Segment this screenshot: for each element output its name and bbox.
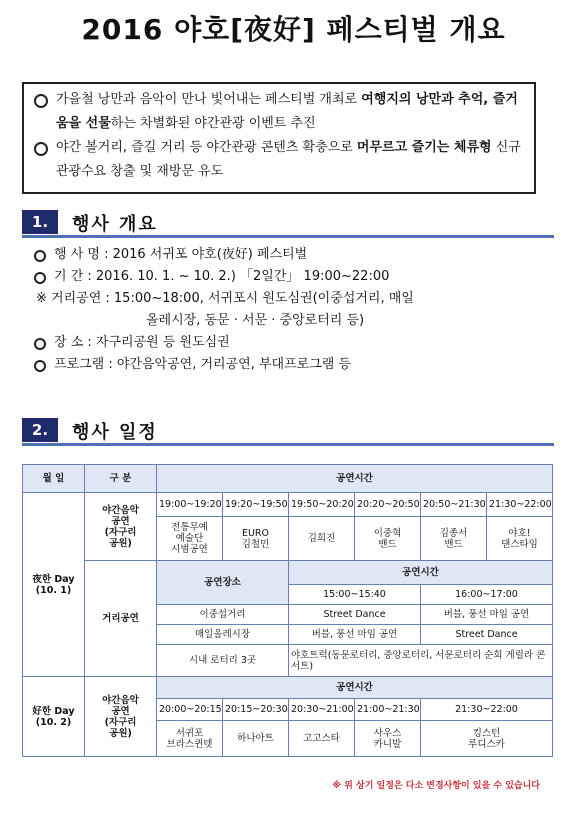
- schedule-note: ※ 위 상기 일정은 다소 변경사항이 있을 수 있습니다: [332, 781, 540, 791]
- section-title: 행사 일정: [72, 422, 158, 443]
- overview-program: 프로그램 : 야간음악공연, 거리공연, 부대프로그램 등: [54, 357, 352, 372]
- col-header-type: 구 분: [85, 465, 157, 493]
- performer: 전통무예 예술단 시범공연: [157, 517, 223, 561]
- circle-bullet-icon: [34, 250, 46, 262]
- intro-emphasis: 여행지의 낭만과 추억, 즐거움을 선물: [56, 92, 518, 131]
- time-slot: 19:50~20:20: [289, 493, 355, 517]
- section-divider: [22, 235, 554, 238]
- time-slot: 20:00~20:15: [157, 699, 223, 721]
- street-place: 시내 로터리 3곳: [157, 645, 289, 677]
- overview-street: [34, 288, 554, 332]
- circle-bullet-icon: [34, 94, 48, 108]
- performer: 하나아트: [223, 721, 289, 757]
- circle-bullet-icon: [34, 360, 46, 372]
- col-header-time: 공연시간: [157, 465, 553, 493]
- street-act: 버블, 풍선 마임 공연: [421, 605, 553, 625]
- performer: 고고스타: [289, 721, 355, 757]
- time-slot: 21:30~22:00: [487, 493, 553, 517]
- overview-list: [34, 244, 554, 376]
- performer: EURO 김철민: [223, 517, 289, 561]
- street-place: 매일올레시장: [157, 625, 289, 645]
- page-title: 2016 야호[夜好] 페스티벌 개요: [81, 13, 506, 46]
- overview-item: [34, 266, 554, 288]
- time-slot: 20:20~20:50: [355, 493, 421, 517]
- intro-text: 신규 관광수요 창출 및 재방문 유도: [56, 140, 521, 179]
- street-place-header: 공연장소: [157, 561, 289, 605]
- street-act: 버블, 풍선 마임 공연: [289, 625, 421, 645]
- performer: 야호! 댄스타임: [487, 517, 553, 561]
- day2-label: 好한 Day (10. 2): [23, 677, 85, 757]
- performer: 김종서 밴드: [421, 517, 487, 561]
- overview-place: 장 소 : 자구리공원 등 원도심권: [54, 335, 230, 350]
- section-title: 행사 개요: [72, 214, 158, 235]
- time-slot: 20:15~20:30: [223, 699, 289, 721]
- circle-bullet-icon: [34, 338, 46, 350]
- circle-bullet-icon: [34, 272, 46, 284]
- overview-item: [34, 244, 554, 266]
- street-time-header: 공연시간: [289, 561, 553, 585]
- street-time-slot: 16:00~17:00: [421, 585, 553, 605]
- col-header-date: 월 일: [23, 465, 85, 493]
- street-act: Street Dance: [289, 605, 421, 625]
- street-place: 이중섭거리: [157, 605, 289, 625]
- street-time-slot: 15:00~15:40: [289, 585, 421, 605]
- section-number: 1.: [22, 210, 58, 234]
- intro-box: [22, 82, 536, 194]
- overview-period: 기 간 : 2016. 10. 1. ~ 10. 2.) 「2일간」 19:00~22:00: [54, 269, 390, 284]
- overview-item: [34, 332, 554, 354]
- section-number: 2.: [22, 418, 58, 442]
- day1-label: 夜한 Day (10. 1): [23, 493, 85, 677]
- time-slot: 21:30~22:00: [421, 699, 553, 721]
- night-music-label: 야간음악 공연 (자구리 공원): [85, 493, 157, 561]
- intro-text: 가을철 낭만과 음악이 만나 빛어내는 페스티벌 개최로: [56, 92, 362, 107]
- street-act: 야호트럭(동문로터리, 중앙로터리, 서문로터리 순회 게릴라 콘서트): [289, 645, 553, 677]
- overview-name: 행 사 명 : 2016 서귀포 야호(夜好) 페스티벌: [54, 247, 308, 262]
- time-slot: 20:30~21:00: [289, 699, 355, 721]
- performer: 사우스 카니발: [355, 721, 421, 757]
- street-act: Street Dance: [421, 625, 553, 645]
- intro-text: 하는 차별화된 야간관광 이벤트 추진: [110, 116, 316, 131]
- time-slot: 20:50~21:30: [421, 493, 487, 517]
- intro-emphasis: 머무르고 즐기는 체류형: [356, 140, 492, 155]
- street-performance-label: 거리공연: [85, 561, 157, 677]
- overview-street-line: ※ 거리공연 : 15:00~18:00, 서귀포시 원도심권(이중섭거리, 매일: [36, 291, 414, 306]
- intro-text: 야간 볼거리, 즐길 거리 등 야간관광 콘텐츠 확충으로: [56, 140, 357, 155]
- performer: 이중혁 밴드: [355, 517, 421, 561]
- schedule-table: [22, 464, 553, 757]
- performer: 김희진: [289, 517, 355, 561]
- section-divider: [22, 443, 554, 446]
- overview-item: [34, 354, 554, 376]
- performer: 킹스턴 루디스카: [421, 721, 553, 757]
- intro-item: [34, 88, 526, 136]
- intro-item: [34, 136, 526, 184]
- overview-street-line: 올레시장, 동문 · 서문 · 중앙로터리 등): [146, 313, 365, 328]
- circle-bullet-icon: [34, 142, 48, 156]
- time-slot: 19:20~19:50: [223, 493, 289, 517]
- performer: 서귀포 브라스퀸텟: [157, 721, 223, 757]
- time-slot: 19:00~19:20: [157, 493, 223, 517]
- time-header: 공연시간: [157, 677, 553, 699]
- night-music-label: 야간음악 공연 (자구리 공원): [85, 677, 157, 757]
- time-slot: 21:00~21:30: [355, 699, 421, 721]
